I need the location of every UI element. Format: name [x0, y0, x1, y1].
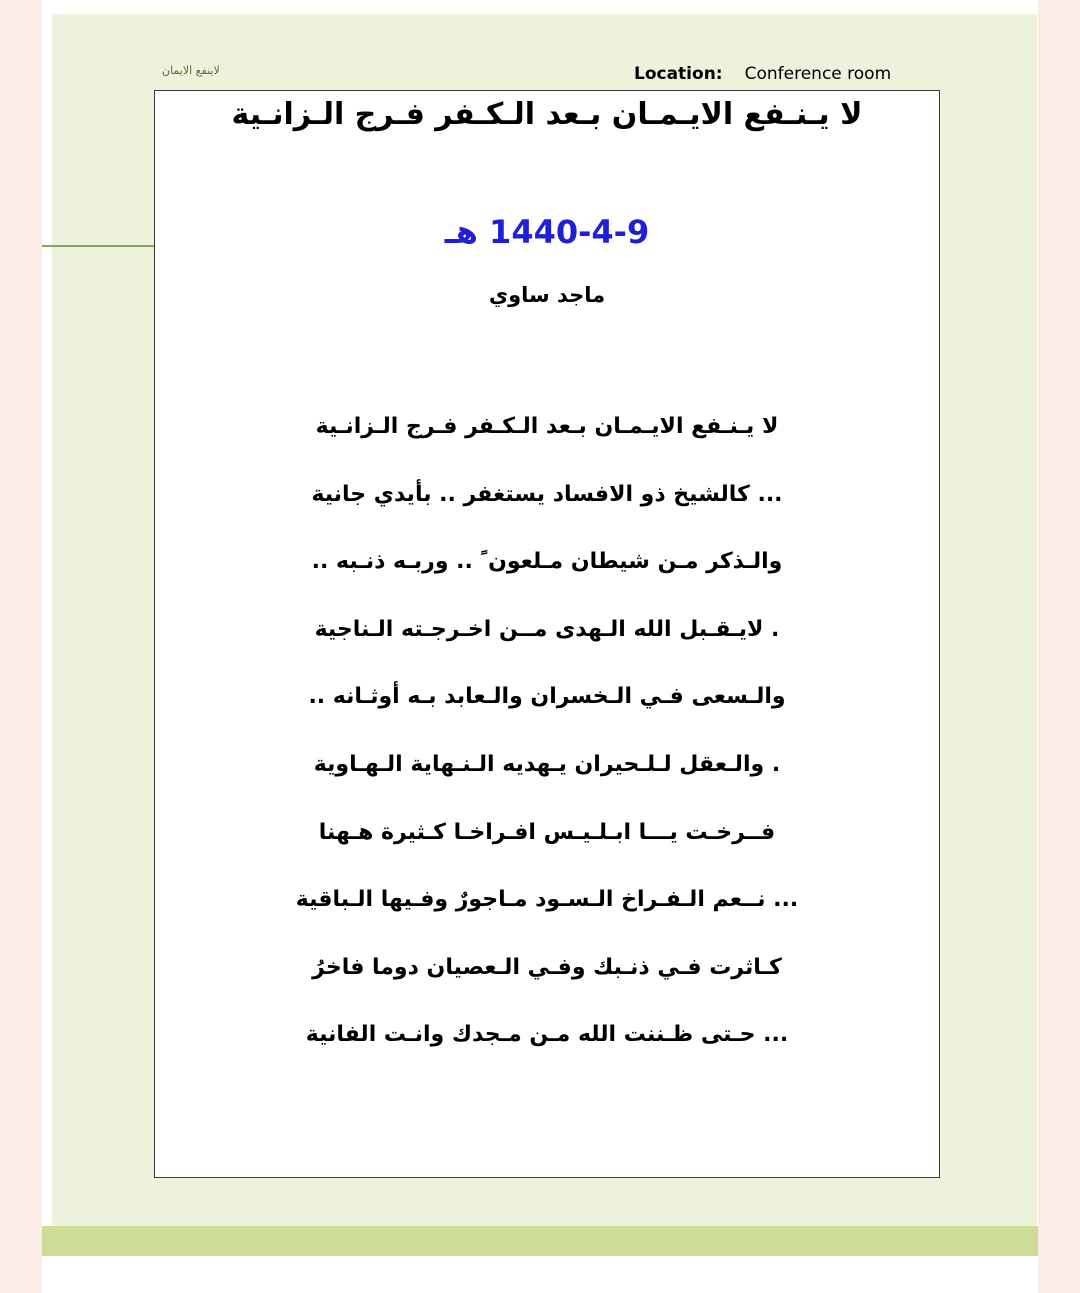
verse-line: . لايـقـبل الله الـهدى مــن اخـرجـته الـناجية [314, 616, 780, 642]
location-label: Location: [634, 64, 723, 84]
verse-line: لا يـنـفع الايـمـان بـعد الـكـفر فـرج الـزانـية [315, 414, 779, 439]
accent-line [42, 245, 154, 247]
verse-line: والـسعى فـي الـخسران والـعابد بـه أوثـانه .. [308, 684, 786, 710]
verse-line: كـاثرت فـي ذنـبك وفـي الـعصيان دوما فاخرُ [312, 954, 782, 980]
verse-line: . والـعقل لـلـحيران يـهديه الـنـهاية الـهـاوية [313, 751, 781, 777]
footer-bar [42, 1226, 1038, 1256]
verse-line: والـذكر مـن شيطان مـلعون ً .. وربـه ذنـبه .. [311, 549, 783, 575]
verse-list [155, 409, 939, 1085]
poem-title: لا يـنـفع الايـمـان بـعد الـكـفر فـرج الـزانـية [231, 97, 863, 132]
poem-date: 1440-4-9 هـ [444, 213, 650, 251]
poem-author: ماجد ساوي [488, 283, 606, 307]
verse-line: فــرخـت يـــا ابـلـيـس افـراخـا كـثيرة هـهنا [318, 819, 776, 845]
page [42, 0, 1038, 1293]
document-box [154, 90, 940, 1178]
location-field [634, 64, 891, 84]
verse-line: ... نــعم الـفـراخ الـسـود مـاجورٌ وفـيها الـباقية [295, 887, 799, 913]
header-title: لاينفع الايمان [162, 64, 220, 77]
verse-line: ... حـتى ظـننت الله مـن مـجدك وانـت الفانية [305, 1022, 789, 1048]
verse-line: ... كالشيخ ذو الافساد يستغفر .. بأيدي جانية [311, 481, 783, 507]
location-value: Conference room [744, 64, 892, 84]
